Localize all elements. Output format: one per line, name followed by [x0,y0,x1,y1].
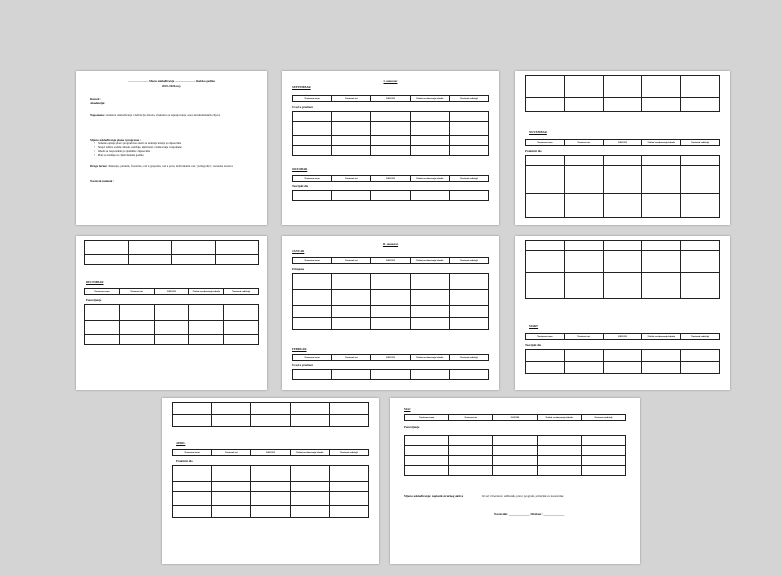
col-hour: Nastavni sat [119,289,154,295]
march-header-table [525,333,720,340]
cover-other-text: diskusija, plenum, frontalno, rad u grupama, rad u paru, individualni rad, "prilagodba", terenska nastava [108,164,233,168]
col-topic: Nastavna tema [85,289,120,295]
month-september: SEPTEMBAR [292,85,311,89]
col-hour: Nastavni sat [449,415,493,421]
semester2-title: II. semestar [382,242,399,246]
col-outcomes: ISHODI [603,140,642,146]
page-cover [76,71,267,225]
closing-right: Izvori i literatura: udžbenik, plan i program, priručnik za nastavnike [482,494,564,498]
col-contents: Nastavni sadržaji [581,415,625,421]
section-label: Teorijski dio [292,184,309,188]
col-contents: Nastavni sadržaji [449,355,488,361]
cover-bullet: • Plan se izrađuje za cijelu školsku godinu [94,154,144,158]
section-label: Praktični dio [525,149,542,153]
cover-footer-label: Nastavni zadatak : [90,179,115,183]
march-table [525,349,720,374]
december-header-table [84,288,259,295]
december-table [84,304,259,345]
cover-note-text: struktura usklađivanja i definicija ishoda, strukturu za ispunjavanje, unos kurikulumskih ciljeva [105,113,221,117]
col-evaluation: Načini vrednovanja ishoda [410,96,449,102]
col-topic: Nastavna tema [293,176,332,182]
cover-other-label: Druge forme: [90,164,108,168]
september-header-table [292,95,489,102]
page-may [390,398,640,564]
col-outcomes: ISHODI [603,334,642,340]
col-hour: Nastavni sat [332,96,371,102]
col-evaluation: Načini vrednovanja ishoda [410,258,449,264]
october-header-table [292,175,489,182]
col-outcomes: ISHODI [371,258,410,264]
col-topic: Nastavna tema [173,450,212,456]
november-table [525,155,720,218]
may-header-table [404,414,626,421]
col-evaluation: Načini vrednovanja ishoda [642,334,681,340]
col-outcomes: ISHODI [493,415,537,421]
col-hour: Nastavni sat [332,258,371,264]
col-hour: Nastavni sat [564,334,603,340]
col-topic: Nastavna tema [526,334,565,340]
section-label: Uvod u predmet [292,105,313,109]
closing-left: Mjesto usklađivanja: zapisnik stručnog aktiva [404,494,464,498]
page-semester1 [282,71,499,225]
col-contents: Nastavni sadržaji [449,258,488,264]
month-march: MART [529,324,539,328]
closing-sign: Nastavnik: ______________ Direktor: ______________ [494,512,565,516]
section-label: Primjena [292,267,304,271]
month-december: DECEMBAR [86,280,104,284]
may-table [404,435,626,476]
cover-note [90,113,220,117]
col-contents: Nastavni sadržaji [681,334,720,340]
cover-other [90,164,233,168]
page-semester2 [282,236,499,390]
january-table [292,273,489,330]
col-topic: Nastavna tema [293,355,332,361]
month-may: MAJ [404,407,411,411]
february-header-table [292,354,489,361]
cover-header-line: ........................... Mesto usklađivanja ........................... školska godina [128,79,215,83]
section-label: Teorijski dio [525,343,542,347]
col-outcomes: ISHODI [251,450,290,456]
month-april: APRIL [176,441,186,445]
continued-table [525,240,720,299]
col-hour: Nastavni sat [332,176,371,182]
month-january: JANUAR [292,249,305,253]
semester1-title: I. semestar [383,79,398,83]
continued-table [525,75,720,112]
col-topic: Nastavna tema [405,415,449,421]
november-header-table [525,139,720,146]
page-november [515,71,730,225]
col-outcomes: ISHODI [371,96,410,102]
cover-bullet: • Ishodi su raspoređeni po tjednima i mjesecima [94,150,150,154]
cover-list-title: Mjesto usklađivanja plana i programa : [90,138,141,142]
section-label: Uvod u predmet [292,363,313,367]
col-evaluation: Načini vrednovanja ishoda [537,415,581,421]
col-contents: Nastavni sadržaji [224,289,259,295]
month-november: NOVEMBAR [529,130,547,134]
page-december [76,236,267,390]
section-label: Praktični dio [176,459,193,463]
col-evaluation: Načini vrednovanja ishoda [410,355,449,361]
month-february: FEBRUAR [292,347,307,351]
cover-field-class: Razred : [90,97,102,101]
cover-field-academy: Akademija: [90,101,106,105]
col-contents: Nastavni sadržaji [681,140,720,146]
col-hour: Nastavni sat [564,140,603,146]
page-april [162,398,379,564]
col-evaluation: Načini vrednovanja ishoda [642,140,681,146]
col-evaluation: Načini vrednovanja ishoda [189,289,224,295]
col-evaluation: Načini vrednovanja ishoda [410,176,449,182]
cover-bullet: • Stupci tablice sadrže: ishode, sadržaje, aktivnosti, vrednovanje i napomene [94,146,182,150]
col-hour: Nastavni sat [212,450,251,456]
col-contents: Nastavni sadržaji [449,176,488,182]
month-october: OKTOBAR [292,167,308,171]
continued-table [172,402,369,427]
april-table [172,465,369,518]
col-hour: Nastavni sat [332,355,371,361]
september-table [292,111,489,156]
cover-year: 2025./2026.m.j. [161,84,182,88]
october-table [292,190,489,201]
col-topic: Nastavna tema [293,96,332,102]
january-header-table [292,257,489,264]
col-outcomes: ISHODI [371,176,410,182]
cover-bullet: • Sažetak opisuje plan i program kao okvir za sadržaje učenja po mjesecima [94,142,181,146]
col-contents: Nastavni sadržaji [329,450,368,456]
continued-table [84,240,259,265]
col-outcomes: ISHODI [154,289,189,295]
section-label: Ponavljanje [404,425,420,429]
page-march [515,236,730,390]
section-label: Ponavljanje [86,298,102,302]
col-evaluation: Načini vrednovanja ishoda [290,450,329,456]
cover-note-label: Napomena: [90,113,105,117]
col-topic: Nastavna tema [293,258,332,264]
col-outcomes: ISHODI [371,355,410,361]
col-contents: Nastavni sadržaji [449,96,488,102]
april-header-table [172,449,369,456]
february-table [292,369,489,380]
col-topic: Nastavna tema [526,140,565,146]
